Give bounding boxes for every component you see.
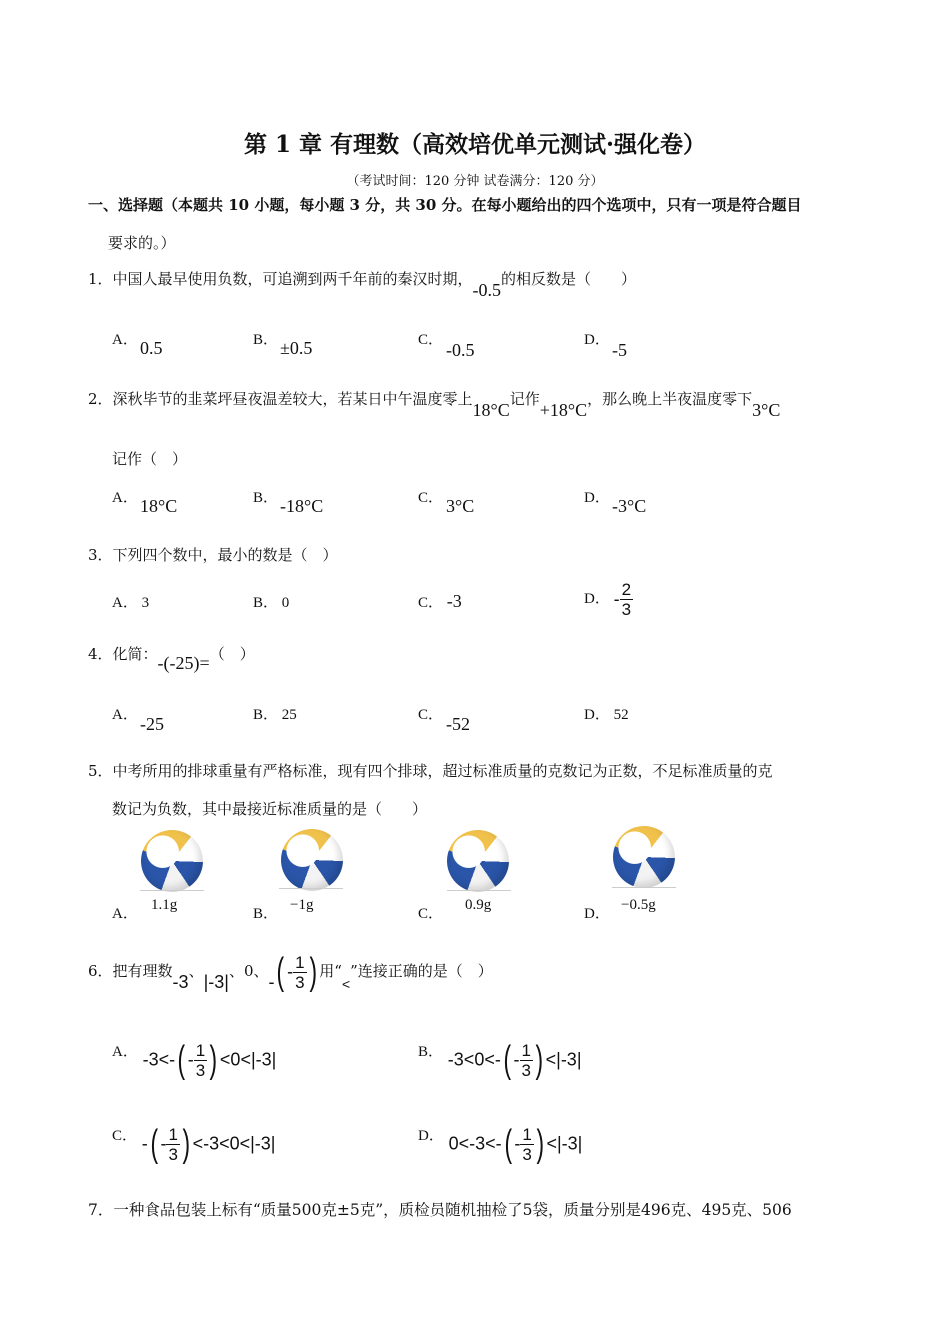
math: +18°C [539, 400, 588, 420]
math: 0<-3<- [448, 1133, 502, 1154]
option-d[interactable] [584, 703, 629, 724]
divider [279, 888, 343, 889]
option-label: B． [253, 595, 279, 611]
separator: 、 [188, 962, 204, 980]
volleyball-image [141, 830, 203, 892]
math: 18°C [472, 400, 510, 420]
math: -(-25)= [157, 653, 210, 673]
fraction [520, 1125, 533, 1164]
option-c[interactable]: C． [418, 332, 444, 348]
question-3: 3．下列四个数中，最小的数是（ ） [88, 546, 338, 564]
minus-sign: - [268, 971, 275, 992]
option-b[interactable]: B． [253, 332, 279, 348]
page-title: 第 1 章 有理数（高效培优单元测试·强化卷） [243, 131, 707, 158]
option-value: 3°C [446, 496, 475, 516]
divider [140, 890, 204, 891]
option-value: 18°C [140, 496, 178, 516]
math: -3<0<- [447, 1049, 501, 1070]
numerator: 1 [521, 1040, 531, 1060]
option-label: A． [112, 1044, 138, 1060]
question-text: ”连接正确的是（ ） [350, 962, 493, 980]
question-2 [88, 388, 781, 420]
volleyball-image [281, 829, 343, 891]
denominator: 3 [522, 1144, 532, 1164]
option-label: C． [418, 595, 444, 611]
math: 3°C [752, 400, 781, 420]
numerator: 1 [295, 952, 305, 972]
separator: 、0、 [228, 962, 269, 980]
math: - [141, 1133, 148, 1154]
paren-close: ) [182, 1123, 191, 1165]
option-c[interactable] [418, 591, 462, 612]
option-d[interactable]: D． [584, 332, 610, 348]
option-value: 25 [281, 707, 297, 723]
option-label: D． [584, 590, 610, 607]
option-value: -3 [446, 591, 462, 611]
weight-label: −1g [290, 897, 314, 913]
math: <|-3| [545, 1049, 582, 1070]
paren-open: ( [504, 1123, 512, 1165]
math: <-3<0<|-3| [192, 1133, 276, 1154]
option-a[interactable]: A． [112, 906, 138, 922]
option-value: 0.5 [140, 338, 163, 358]
option-c[interactable]: C． -( - $\frac{1}{3}$ ) <-3<0<|-3| [112, 1123, 276, 1165]
question-text: 记作 [509, 390, 540, 408]
option-label: B． [418, 1044, 444, 1060]
option-d[interactable]: D． [584, 490, 610, 506]
fraction [293, 953, 306, 992]
option-label: C． [112, 1128, 138, 1144]
denominator: 3 [195, 1060, 206, 1080]
paren-open: ( [503, 1039, 511, 1081]
option-b[interactable]: B． [253, 490, 279, 506]
option-a[interactable] [112, 591, 149, 612]
option-c[interactable]: C． [418, 707, 444, 723]
question-6: 6．把有理数-3、|-3|、0、-( - $\frac{1}{3}$ ) 用“<”连接正确的是（ ） [88, 951, 493, 993]
option-value: -0.5 [446, 340, 475, 360]
option-a[interactable]: A． [112, 707, 138, 723]
question-7: 7．一种食品包装上标有“质量500克±5克”，质检员随机抽检了5袋，质量分别是496克、495克、506 [88, 1201, 792, 1219]
question-5: 5．中考所用的排球重量有严格标准，现有四个排球，超过标准质量的克数记为正数，不足标准质量的克 [88, 762, 773, 780]
math: -3<- [142, 1049, 176, 1070]
question-4 [88, 643, 255, 673]
numerator: 1 [168, 1124, 178, 1144]
option-label: D． [418, 1128, 444, 1144]
paren-open: ( [177, 1039, 186, 1081]
minus-sign: - [613, 589, 620, 609]
section-heading-cont: 要求的。） [108, 234, 176, 252]
divider [612, 887, 676, 888]
math: -0.5 [472, 280, 502, 300]
option-b[interactable] [253, 703, 297, 724]
paren-close: ) [309, 951, 317, 993]
option-label: A． [112, 595, 138, 611]
option-value: 0 [281, 595, 290, 611]
paren-open: ( [277, 951, 285, 993]
math: |-3| [203, 971, 229, 992]
fraction [620, 580, 633, 619]
question-text: ，那么晚上半夜温度零下 [587, 390, 753, 408]
section-heading: 一、选择题（本题共 10 小题，每小题 3 分，共 30 分。在每小题给出的四个选项中，只有一项是符合题目 [88, 196, 802, 214]
option-value: -18°C [280, 496, 324, 516]
question-1 [88, 268, 637, 300]
denominator: 3 [168, 1144, 178, 1164]
numerator: 2 [621, 580, 632, 599]
fraction [194, 1041, 207, 1080]
exam-info: （考试时间：120 分钟 试卷满分：120 分） [346, 174, 604, 189]
option-b[interactable]: B． -3<0<-( - $\frac{1}{3}$ ) <|-3| [418, 1039, 582, 1081]
question-tail: 的相反数是（ ） [501, 270, 637, 288]
numerator: 1 [522, 1124, 532, 1144]
question-text: 记作（ ） [112, 450, 188, 468]
fraction [166, 1125, 179, 1164]
question-text: 用“ [319, 962, 342, 980]
option-c[interactable]: C． [418, 906, 444, 922]
weight-label: 0.9g [465, 897, 492, 913]
paren-close: ) [209, 1039, 218, 1081]
option-value: -52 [446, 714, 470, 734]
option-d[interactable]: D． 0<-3<-( - $\frac{1}{3}$ ) <|-3| [418, 1123, 583, 1165]
question-text: 4．化简： [88, 645, 158, 663]
option-value: 52 [613, 707, 629, 723]
math: -3 [172, 971, 189, 992]
option-value: -25 [140, 714, 164, 734]
volleyball-image [447, 830, 509, 892]
option-a[interactable]: A． -3<-( - $\frac{1}{3}$ ) <0<|-3| [112, 1039, 277, 1081]
option-value: 3 [141, 595, 150, 611]
option-c[interactable]: C． [418, 490, 444, 506]
option-d[interactable] [584, 580, 633, 619]
math: < [341, 976, 351, 992]
math: <0<|-3| [219, 1049, 277, 1070]
volleyball-image [613, 826, 675, 888]
option-b[interactable]: B． [253, 906, 279, 922]
numerator: 1 [195, 1040, 206, 1060]
question-text: 6．把有理数 [88, 962, 173, 980]
denominator: 3 [295, 972, 305, 992]
option-b[interactable] [253, 591, 289, 612]
option-a[interactable]: A． [112, 332, 138, 348]
question-5-cont: 数记为负数，其中最接近标准质量的是（ ） [112, 800, 428, 818]
option-d[interactable]: D． [584, 906, 610, 922]
fraction [520, 1041, 533, 1080]
option-a[interactable]: A． [112, 490, 138, 506]
weight-label: −0.5g [621, 897, 656, 913]
denominator: 3 [621, 600, 632, 619]
paren-close: ) [535, 1039, 544, 1081]
question-text: 1．中国人最早使用负数，可追溯到两千年前的秦汉时期， [88, 270, 473, 288]
option-value: ±0.5 [280, 338, 313, 358]
question-text: 2．深秋毕节的韭菜坪昼夜温差较大，若某日中午温度零上 [88, 390, 473, 408]
paren-close: ) [536, 1123, 544, 1165]
option-value: -3°C [612, 496, 647, 516]
option-label: B． [253, 707, 279, 723]
denominator: 3 [521, 1060, 531, 1080]
option-label: D． [584, 707, 610, 723]
math: <|-3| [546, 1133, 583, 1154]
weight-label: 1.1g [151, 897, 178, 913]
option-value: -5 [612, 340, 627, 360]
divider [447, 890, 511, 891]
question-tail: （ ） [209, 645, 255, 663]
paren-open: ( [150, 1123, 158, 1165]
